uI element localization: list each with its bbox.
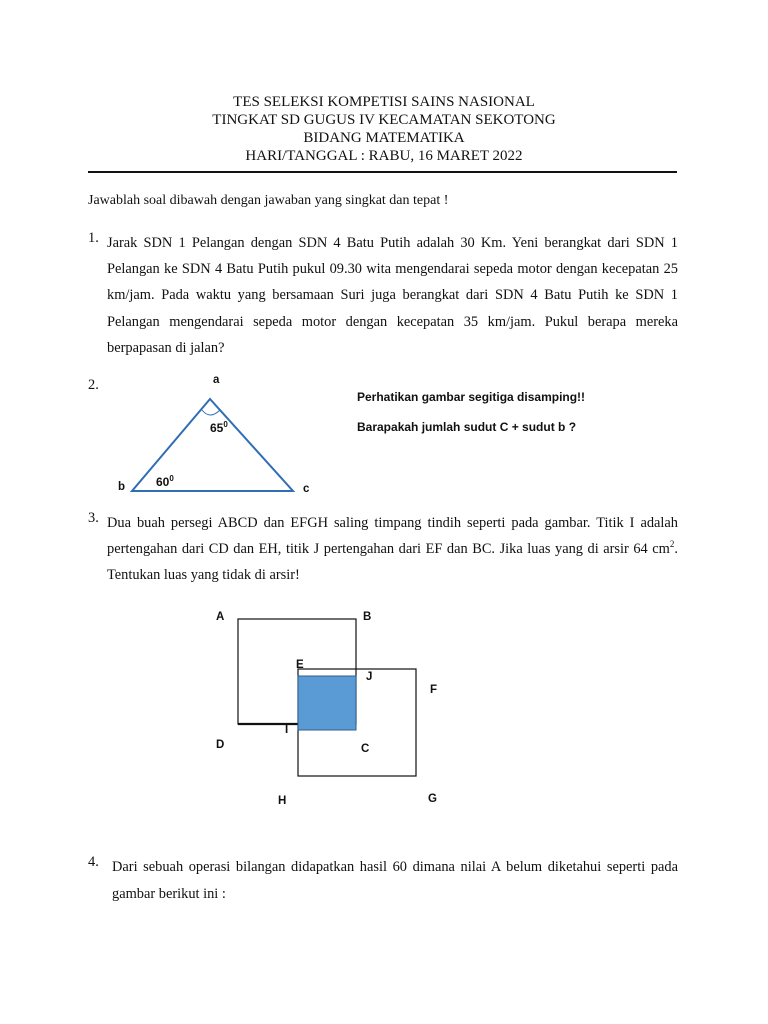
question-4 <box>88 854 678 907</box>
angle-label-a: $65^0$ <box>210 420 228 435</box>
point-label-g: G <box>428 793 437 805</box>
square-efgh <box>298 669 416 776</box>
question-3 <box>88 510 678 589</box>
point-label-f: F <box>430 684 438 696</box>
vertex-label-b: b <box>118 481 126 493</box>
triangle-note-2: Barapakah jumlah sudut C + sudut b ? <box>357 420 577 434</box>
question-number: 1. <box>88 230 99 246</box>
header-title: TES SELEKSI KOMPETISI SAINS NASIONAL <box>233 94 535 110</box>
point-label-j: J <box>366 671 373 683</box>
point-label-e: E <box>296 659 304 671</box>
header-subject: BIDANG MATEMATIKA <box>303 130 465 146</box>
point-label-b: B <box>363 611 372 623</box>
question-text: Dari sebuah operasi bilangan didapatkan hasil 60 dimana nilai A belum diketahui seperti pada gambar berikut ini : <box>112 859 678 902</box>
point-label-c: C <box>361 743 370 755</box>
shaded-region <box>298 676 356 730</box>
question-number: 4. <box>88 854 99 870</box>
instruction-text: Jawablah soal dibawah dengan jawaban yang singkat dan tepat ! <box>88 193 449 208</box>
point-label-h: H <box>278 795 287 807</box>
angle-label-b: $60^0$ <box>156 474 174 489</box>
document-header <box>0 93 768 165</box>
angle-arc-a <box>202 410 220 415</box>
header-level: TINGKAT SD GUGUS IV KECAMATAN SEKOTONG <box>212 112 556 128</box>
vertex-label-c: c <box>303 483 310 495</box>
header-divider <box>88 171 677 173</box>
vertex-label-a: a <box>213 374 220 386</box>
header-date: HARI/TANGGAL : RABU, 16 MARET 2022 <box>245 148 523 164</box>
point-label-i: I <box>285 724 289 736</box>
question-number: 3. <box>88 510 99 526</box>
question-text: Dua buah persegi ABCD dan EFGH saling timpang tindih seperti pada gambar. Titik I adalah pertengahan dari CD dan EH, titik J pertengahan dari EF dan BC. Jika luas yang di arsir 64 $cm^2$. Tentukan luas yang tidak di arsir! <box>107 515 678 584</box>
question-1 <box>88 230 678 361</box>
square-abcd <box>238 619 356 724</box>
point-label-a: A <box>216 611 225 623</box>
point-label-d: D <box>216 739 225 751</box>
question-2-number: 2. <box>88 377 99 393</box>
triangle-note-1: Perhatikan gambar segitiga disamping!! <box>357 390 586 404</box>
question-text: Jarak SDN 1 Pelangan dengan SDN 4 Batu Putih adalah 30 Km. Yeni berangkat dari SDN 1 Pelangan ke SDN 4 Batu Putih pukul 09.30 wita mengendarai sepeda motor dengan kecepatan 25 km/jam. Pada waktu yang bersamaan Suri juga berangkat dari SDN 4 Batu Putih ke SDN 1 Pelangan mengendarai sepeda motor dengan kecepatan 35 km/jam. Pukul berapa mereka berpapasan di jalan? <box>107 235 678 356</box>
